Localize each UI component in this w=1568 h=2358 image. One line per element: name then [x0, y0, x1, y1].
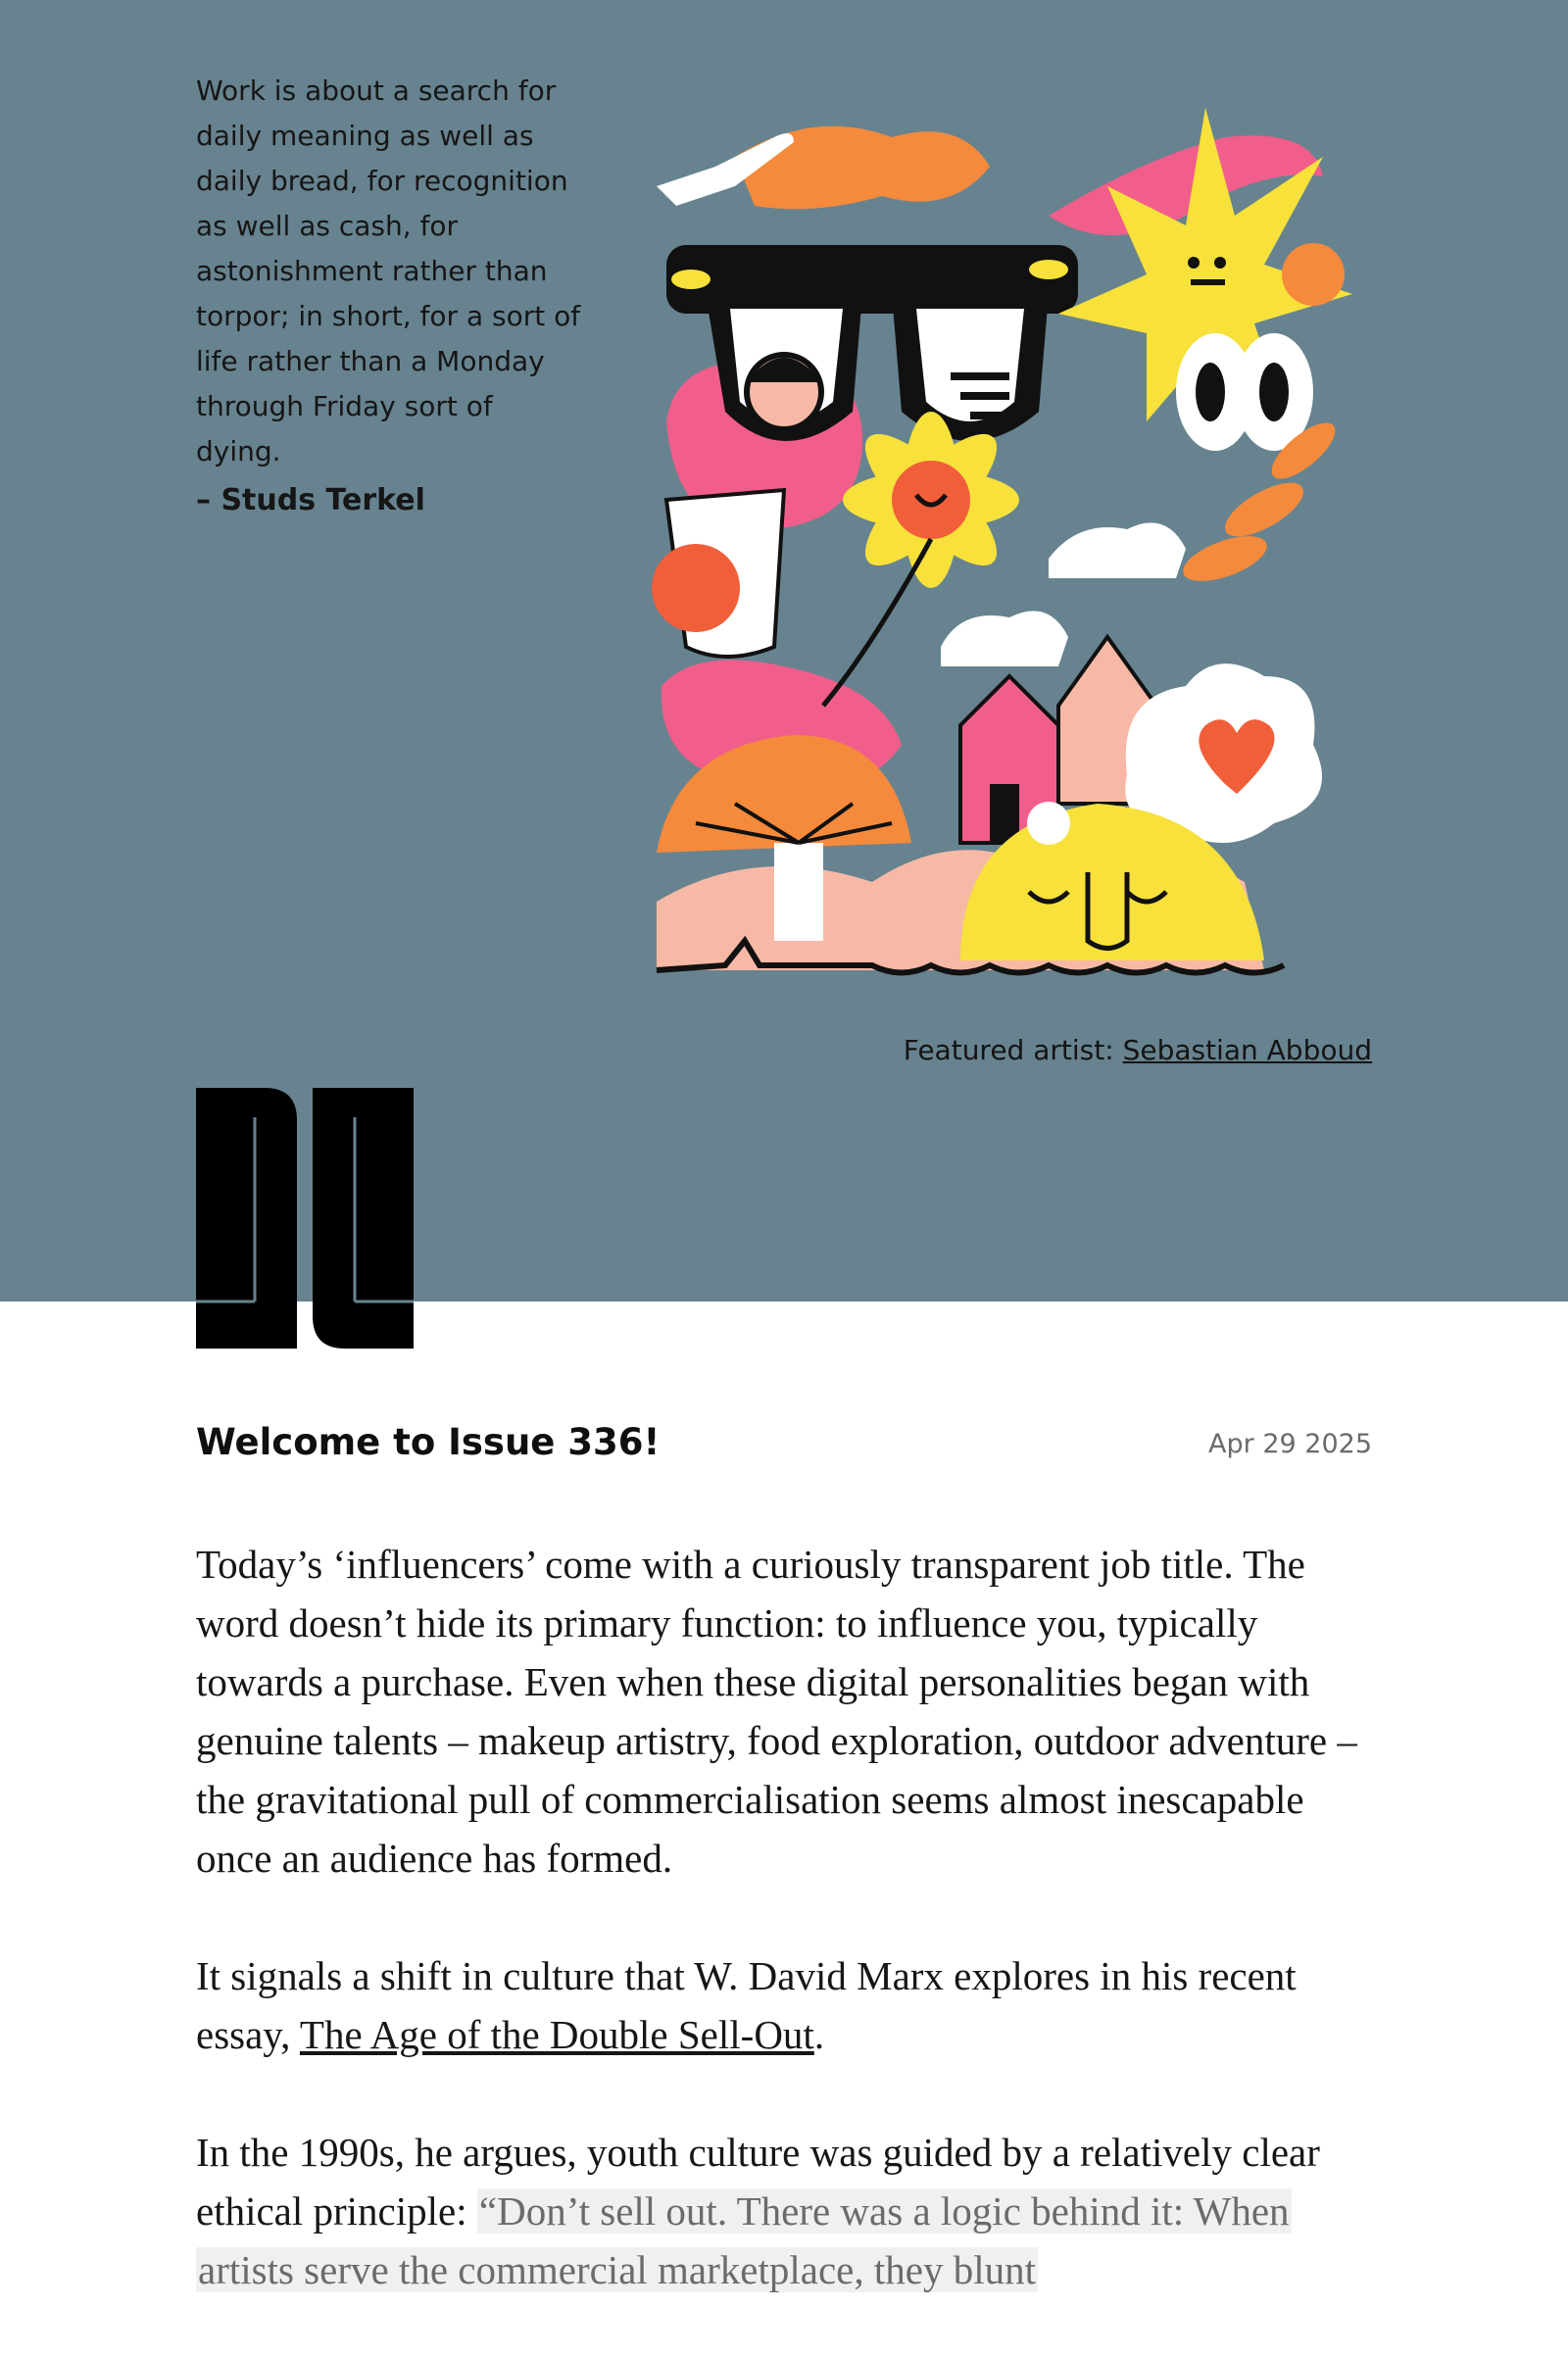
epigraph-author: – Studs Terkel: [196, 483, 425, 517]
featured-artist-credit: [904, 1034, 1372, 1066]
issue-date: Apr 29 2025: [1208, 1429, 1372, 1459]
epigraph: [196, 69, 583, 521]
artist-link[interactable]: Sebastian Abboud: [1122, 1034, 1372, 1066]
epigraph-text: Work is about a search for daily meaning as well as daily bread, for recognition as well as cash, for astonishment rather than torpor; in short, for a sort of life rather than a Monday through Friday sort of dying.: [196, 74, 581, 467]
featured-artwork-illustration: [637, 98, 1362, 1000]
article-paragraph: [196, 1946, 1382, 2064]
paragraph-text: .: [813, 2012, 825, 2057]
article-paragraph: [196, 2123, 1382, 2299]
essay-link[interactable]: The Age of the Double Sell-Out: [299, 2012, 814, 2057]
article-body: [196, 1535, 1382, 2358]
paragraph-text: It signals a shift in culture that W. David Marx explores in his recent essay,: [196, 1953, 1297, 2057]
paragraph-text: In the 1990s, he argues, youth culture was guided by a relatively clear ethical principle:: [196, 2130, 1320, 2234]
dd-logo-icon[interactable]: [196, 1088, 414, 1349]
article-paragraph: Today’s ‘influencers’ come with a curiously transparent job title. The word doesn’t hide its primary function: to influence you, typically towards a purchase. Even when these digital personalities began with genuine talents – makeup artistry, food exploration, outdoor adventure – the gravitational pull of commercialisation seems almost inescapable once an audience has formed.: [196, 1542, 1357, 1881]
credit-prefix: Featured artist:: [903, 1034, 1123, 1066]
issue-title: Welcome to Issue 336!: [196, 1421, 661, 1463]
inline-quote: “Don’t sell out. There was a logic behind it: When artists serve the commercial marketplace, they blunt: [198, 2188, 1290, 2292]
